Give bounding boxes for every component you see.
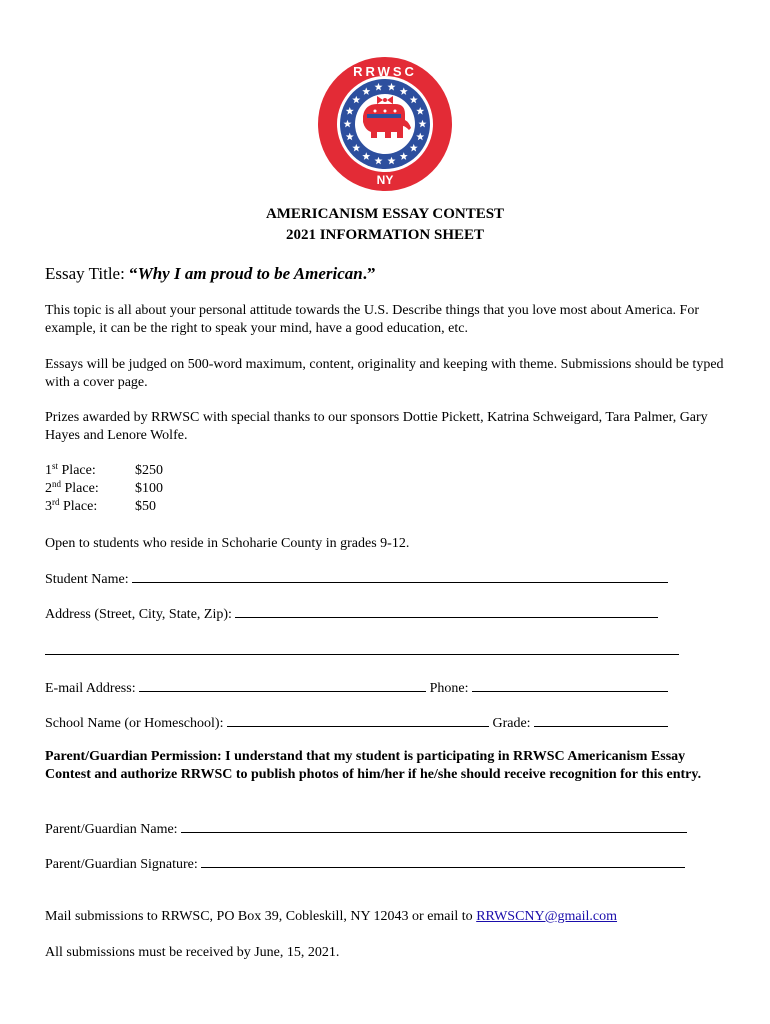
sponsors-paragraph: Prizes awarded by RRWSC with special thanks to our sponsors Dottie Pickett, Katrina Schweigard, Tara Palmer, Gary Hayes and Lenore Wolfe. xyxy=(45,410,708,443)
prize-place-number: 2 xyxy=(45,481,52,496)
prize-amount: $250 xyxy=(135,463,163,478)
prize-place-label: Place: xyxy=(61,481,99,496)
contest-title: AMERICANISM ESSAY CONTEST xyxy=(265,206,505,222)
grade-line[interactable] xyxy=(534,713,668,727)
prize-place-label: Place: xyxy=(58,463,96,478)
prize-place xyxy=(45,462,135,480)
student-name-field xyxy=(45,569,668,589)
address-line[interactable] xyxy=(235,604,658,618)
parent-signature-field xyxy=(45,854,685,874)
essay-open-quote: “ xyxy=(129,264,138,283)
parent-signature-line[interactable] xyxy=(201,854,685,868)
email-line[interactable] xyxy=(139,678,426,692)
judging-paragraph: Essays will be judged on 500-word maximum, content, originality and keeping with theme. Submissions should be typed with a cover page. xyxy=(45,357,724,390)
prize-list xyxy=(45,462,725,516)
prize-place-suffix: rd xyxy=(52,497,60,507)
prize-place-number: 1 xyxy=(45,463,52,478)
phone-label: Phone: xyxy=(426,681,472,696)
student-name-label: Student Name: xyxy=(45,572,133,587)
school-label: School Name (or Homeschool): xyxy=(45,716,227,731)
parent-permission-statement: Parent/Guardian Permission: I understand that my student is participating in RRWSC Americanism Essay Contest and authorize RRWSC to publish photos of him/her if he/she should receive recognition for this entry. xyxy=(45,749,702,782)
prize-row xyxy=(45,498,725,516)
eligibility-paragraph: Open to students who reside in Schoharie County in grades 9-12. xyxy=(45,536,410,551)
prize-row xyxy=(45,462,725,480)
sheet-subtitle: 2021 INFORMATION SHEET xyxy=(285,227,485,243)
logo-top-text: RRWSC xyxy=(353,64,417,79)
school-line[interactable] xyxy=(227,713,489,727)
prize-row xyxy=(45,480,725,498)
parent-name-field xyxy=(45,819,687,839)
parent-name-label: Parent/Guardian Name: xyxy=(45,822,182,837)
phone-line[interactable] xyxy=(472,678,668,692)
logo-bottom-text: NY xyxy=(376,173,394,187)
email-phone-field xyxy=(45,678,668,698)
prize-place-suffix: st xyxy=(52,461,59,471)
mail-text: Mail submissions to RRWSC, PO Box 39, Cobleskill, NY 12043 or email to xyxy=(45,909,477,924)
prize-place-label: Place: xyxy=(59,499,98,514)
mail-instructions xyxy=(45,908,617,926)
topic-paragraph: This topic is all about your personal attitude towards the U.S. Describe things that you love most about America. For example, it can be the right to speak your mind, have a good education, etc. xyxy=(45,303,699,336)
address-field xyxy=(45,604,658,624)
essay-title-label: Essay Title: xyxy=(45,264,130,283)
email-link[interactable]: RRWSCNY@gmail.com xyxy=(476,909,618,924)
address-continuation-line[interactable] xyxy=(45,644,679,655)
student-name-line[interactable] xyxy=(132,569,668,583)
prize-amount: $50 xyxy=(135,499,156,514)
grade-label: Grade: xyxy=(488,716,535,731)
prize-amount: $100 xyxy=(135,481,163,496)
essay-title-line xyxy=(45,263,725,285)
essay-close-quote: .” xyxy=(362,264,376,283)
prize-place-suffix: nd xyxy=(52,479,61,489)
prize-place xyxy=(45,498,135,516)
school-grade-field xyxy=(45,713,668,733)
prize-place-number: 3 xyxy=(45,499,52,514)
email-label: E-mail Address: xyxy=(45,681,140,696)
deadline-text: All submissions must be received by June, 15, 2021. xyxy=(45,945,340,960)
address-label: Address (Street, City, State, Zip): xyxy=(45,607,236,622)
rrwsc-logo xyxy=(317,56,453,192)
essay-title-text: Why I am proud to be American xyxy=(137,264,363,283)
prize-place xyxy=(45,480,135,498)
parent-signature-label: Parent/Guardian Signature: xyxy=(45,857,202,872)
parent-name-line[interactable] xyxy=(181,819,687,833)
